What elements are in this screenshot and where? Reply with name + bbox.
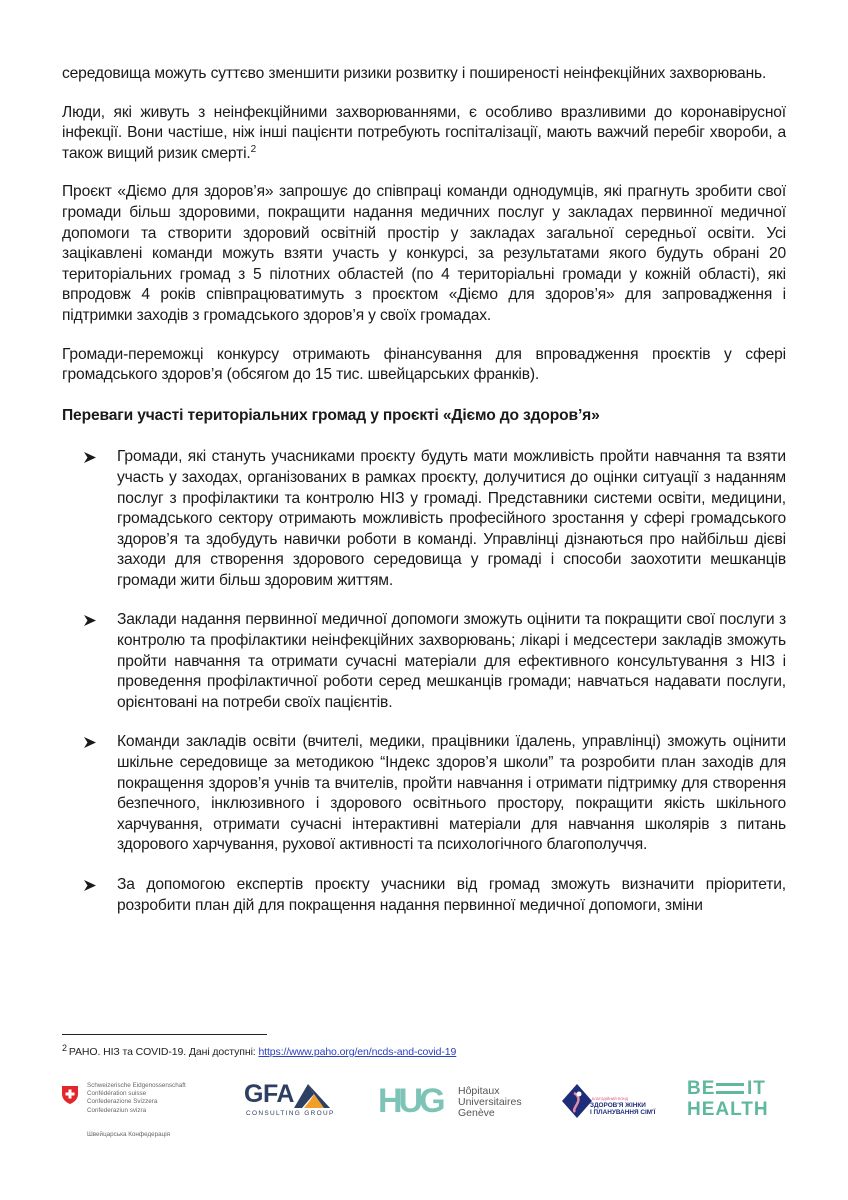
beit-word-health: HEALTH — [687, 1099, 769, 1120]
list-item — [62, 447, 786, 591]
fund-name-line-1: ЗДОРОВ'Я ЖІНКИ — [590, 1102, 646, 1109]
list-item — [62, 875, 786, 916]
benefits-list — [62, 447, 786, 916]
swiss-name-fr: Confédération suisse — [87, 1090, 147, 1098]
swiss-shield-icon — [61, 1085, 79, 1105]
footnote-text: PAHO. НІЗ та COVID-19. Дані доступні: — [68, 1046, 259, 1058]
beit-word-it: IT — [747, 1078, 766, 1099]
fund-diamond-icon — [562, 1084, 592, 1118]
body-content — [62, 64, 786, 935]
gfa-mountain-icon — [294, 1082, 334, 1110]
hug-name — [458, 1086, 522, 1119]
hug-wordmark: HUG — [378, 1082, 442, 1120]
paragraph-4: Громади-переможці конкурсу отримають фінансування для впровадження проєктів у сфері громадського здоров’я (обсягом до 15 тис. швейцарських франків). — [62, 345, 786, 384]
hug-line-1: Hôpitaux — [458, 1085, 500, 1097]
partner-logos — [0, 1076, 848, 1156]
paragraph-3: Проєкт «Діємо для здоров’я» запрошує до співпраці команди однодумців, які прагнуть зробити свої громади більш здоровими, покращити надання медичних послуг у закладах первинної медичної допомоги та створити здоровий освітній простір у закладах загальної середньої освіти. Усі зацікавлені команди можуть взяти участь у конкурсі, за результатами якого будуть обрані 20 територіальних громад з 5 пілотних областей (по 4 територіальні громади у кожній області), які впродовж 4 років співпрацюватимуть з проєктом «Діємо для здоров’я» для запровадження і підтримки заходів з громадського здоров’я у своїх громадах. — [62, 183, 786, 324]
swiss-names — [87, 1082, 186, 1115]
paragraph-2 — [62, 103, 786, 165]
footnote-number: 2 — [62, 1042, 67, 1053]
beit-word-be: BE — [687, 1078, 716, 1099]
womens-health-fund-logo — [556, 1082, 666, 1122]
swiss-name-rm: Confederaziun svizra — [87, 1106, 147, 1114]
footnote-reference[interactable]: 2 — [250, 143, 257, 155]
list-item — [62, 732, 786, 856]
gfa-consulting-logo — [244, 1080, 344, 1120]
list-item-text: Команди закладів освіти (вчителі, медики, працівники їдалень, управлінці) зможуть оцінити шкільне середовище за методикою “Індекс здоров’я школи” та розробити план заходів для покращення здоров’я учнів та вчителів, пройти навчання і отримати підтримку для створення безпечного, інклюзивного і здорового освітнього простору, покращити якість шкільного харчування, отримати сучасні інтерактивні матеріали для навчання школярів з питань здорового харчування, рухової активності та психологічного благополуччя. — [117, 733, 786, 854]
list-item-text: За допомогою експертів проєкту учасники від громад зможуть визначити пріоритети, розробити план дій для покращення надання первинної медичної допомоги, зміни — [117, 876, 786, 914]
section-heading: Переваги участі територіальних громад у проєкті «Діємо до здоров’я» — [62, 406, 600, 424]
hug-line-3: Genève — [458, 1107, 495, 1119]
be-it-health-logo — [687, 1078, 777, 1124]
fund-name — [590, 1102, 655, 1116]
list-item — [62, 610, 786, 713]
fund-label: БЛАГОДІЙНИЙ ФОНД — [592, 1097, 628, 1101]
paragraph-1: середовища можуть суттєво зменшити ризики розвитку і поширеності неінфекційних захворювань. — [62, 65, 767, 82]
equals-bars-icon — [716, 1083, 744, 1099]
gfa-wordmark: GFA — [244, 1080, 294, 1108]
paragraph-2-text: Люди, які живуть з неінфекційними захворюваннями, є особливо вразливими до коронавірусної інфекції. Вони частіше, ніж інші пацієнти потребують госпіталізації, мають важчий перебіг хвороби, а також вищий ризик смерті. — [62, 103, 786, 162]
hug-logo — [378, 1084, 528, 1120]
list-item-text: Заклади надання первинної медичної допомоги зможуть оцінити та покращити свої послуги з контролю та профілактики неінфекційних захворювань; лікарі і медсестери закладів зможуть пройти навчання та отримати сучасні матеріали для ефективного консультування з НІЗ і проведення профілактичної роботи серед мешканців громади; навчаться надавати послуги, орієнтовані на потреби своїх пацієнтів. — [117, 611, 786, 711]
fund-name-line-2: І ПЛАНУВАННЯ СІМ'Ї — [590, 1109, 656, 1116]
arrowhead-bullet-icon — [84, 615, 96, 626]
swiss-name-ua: Швейцарська Конфедерація — [87, 1131, 171, 1138]
swiss-name-de: Schweizerische Eidgenossenschaft — [87, 1082, 186, 1089]
arrowhead-bullet-icon — [84, 880, 96, 891]
arrowhead-bullet-icon — [84, 737, 96, 748]
swiss-name-it: Confederazione Svizzera — [87, 1098, 158, 1106]
gfa-subtitle: CONSULTING GROUP — [246, 1110, 335, 1117]
footnote-separator — [62, 1034, 267, 1035]
footnote-link[interactable]: https://www.paho.org/en/ncds-and-covid-19 — [258, 1046, 457, 1058]
list-item-text: Громади, які стануть учасниками проєкту будуть мати можливість пройти навчання та взяти участь у заходах, організованих в рамках проєкту, долучитися до оцінки ситуації з наданням послуг з профілактики та контролю НІЗ у громаді. Представники системи освіти, медицини, громадського сектору отримають можливість професійного зростання у сфері громадського здоров’я та здобудуть навички роботи в команді. Управлінці дізнаються про найбільш дієві заходи для створення здорового середовища у громаді і способи заохотити мешканців громади жити більш здоровим життям. — [117, 448, 786, 589]
footnote — [62, 1042, 457, 1058]
arrowhead-bullet-icon — [84, 452, 96, 463]
hug-line-2: Universitaires — [458, 1096, 522, 1108]
